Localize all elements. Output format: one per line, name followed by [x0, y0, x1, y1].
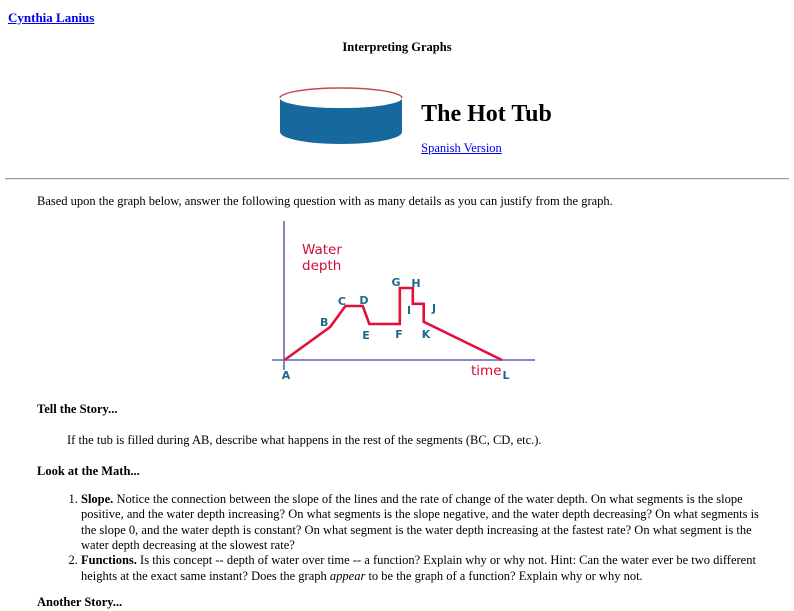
divider	[5, 178, 789, 180]
title-column	[421, 82, 552, 156]
list-item-functions	[81, 553, 771, 584]
spanish-version-link[interactable]: Spanish Version	[421, 140, 502, 155]
math-list	[37, 492, 771, 584]
another-story-heading: Another Story...	[37, 595, 123, 610]
point-label-C: C	[337, 294, 346, 308]
main-content	[37, 194, 771, 610]
point-label-D: D	[359, 293, 369, 307]
point-label-H: H	[411, 276, 421, 290]
point-label-B: B	[320, 315, 329, 329]
point-label-A: A	[281, 368, 291, 382]
point-label-E: E	[362, 328, 370, 342]
header-row	[0, 0, 794, 26]
page-title: The Hot Tub	[421, 100, 552, 127]
functions-text-after: to be the graph of a function? Explain why or why not.	[365, 568, 643, 583]
author-link[interactable]: Cynthia Lanius	[8, 10, 95, 25]
functions-text-before: Is this concept -- depth of water over time -- a function? Explain why or why not. Hint: Can the water ever be two different heights at the exact same instant? Does the graph	[81, 553, 756, 583]
point-label-J: J	[431, 301, 437, 315]
y-axis-label: Water depth	[302, 241, 342, 274]
point-label-I: I	[406, 303, 412, 317]
point-label-L: L	[502, 368, 510, 382]
x-axis-label: time	[471, 362, 502, 379]
list-item-slope	[81, 492, 771, 554]
point-label-K: K	[421, 327, 431, 341]
slope-lead: Slope.	[81, 491, 114, 506]
depth-line	[285, 288, 503, 360]
hot-tub-image	[278, 82, 404, 148]
tell-story-text: If the tub is filled during AB, describe what happens in the rest of the segments (BC, CD, etc.).	[67, 433, 542, 448]
point-label-F: F	[395, 327, 403, 341]
page-heading: Interpreting Graphs	[342, 40, 452, 55]
title-block	[0, 82, 794, 156]
tell-story-heading: Tell the Story...	[37, 401, 118, 416]
point-label-G: G	[391, 275, 401, 289]
functions-lead: Functions.	[81, 553, 137, 568]
intro-paragraph: Based upon the graph below, answer the following question with as many details as you can justify from the graph.	[37, 194, 613, 209]
functions-italic-word: appear	[329, 568, 366, 583]
water-depth-graph	[264, 218, 544, 386]
slope-text: Notice the connection between the slope of the lines and the rate of change of the water depth. On what segments is the slope positive, and the water depth increasing? On what segments is the slope negative, and the water depth decreasing? On what segments is the slope 0, and the water depth is constant? On what segment is the water depth increasing at the fastest rate? On what segment is the water depth decreasing at the slowest rate?	[81, 491, 759, 553]
math-heading: Look at the Math...	[37, 464, 140, 479]
